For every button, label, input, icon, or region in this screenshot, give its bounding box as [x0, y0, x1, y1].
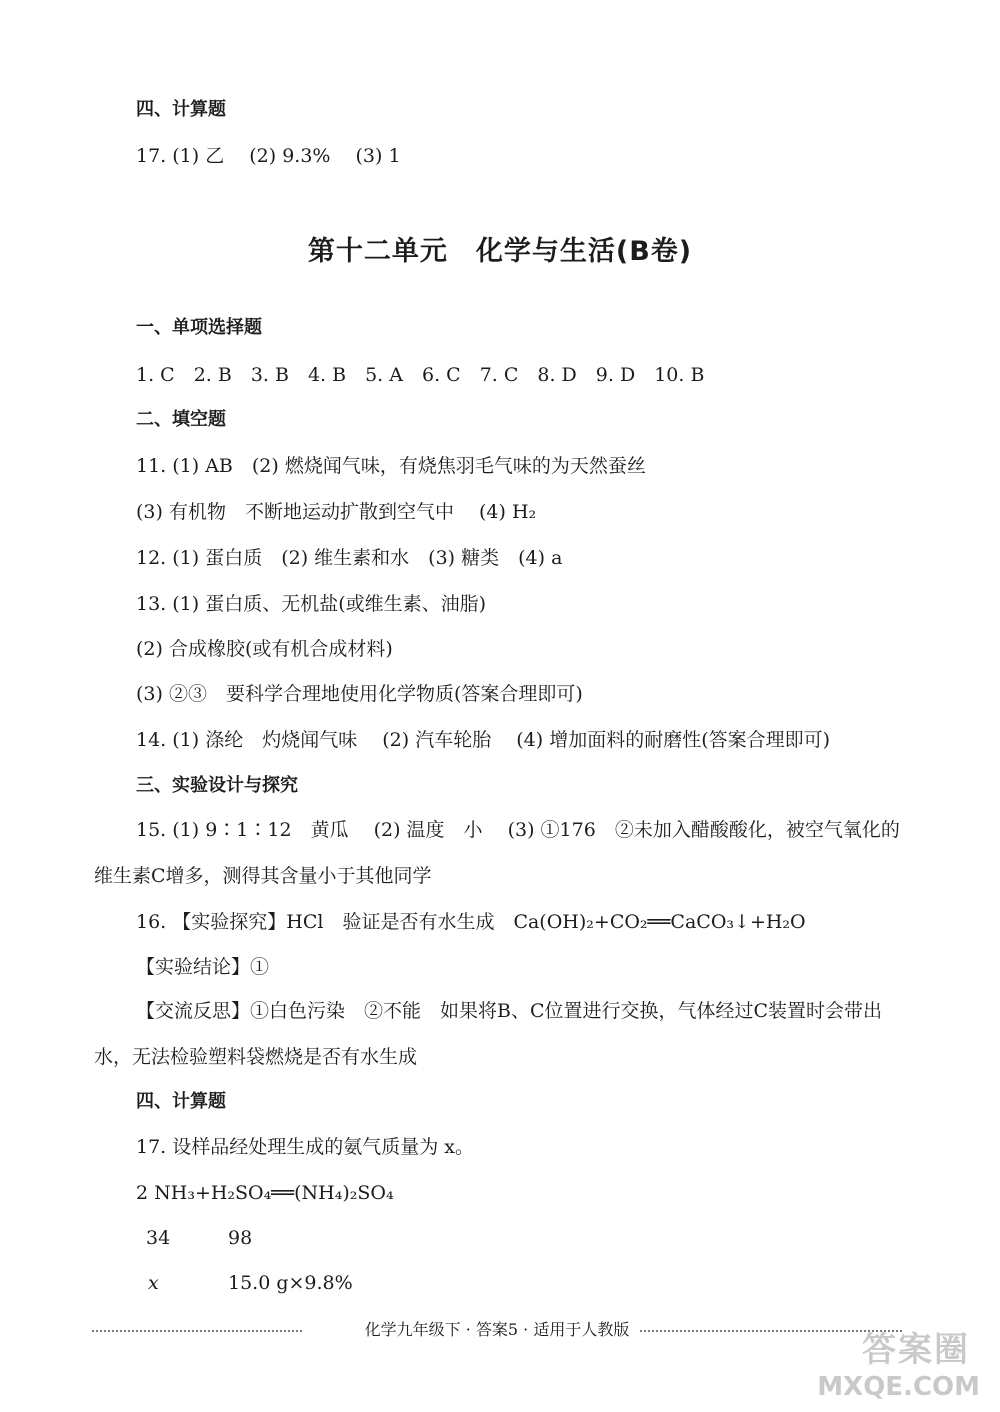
answer-13-line2: (2) 合成橡胶(或有机合成材料) [136, 638, 393, 660]
watermark-logo [790, 1322, 980, 1402]
answer-17-equation: 2 NH₃+H₂SO₄══(NH₄)₂SO₄ [136, 1182, 394, 1204]
answer-17-var: x [148, 1272, 159, 1294]
answer-17-molar-2: 98 [228, 1227, 253, 1249]
unit-title: 第十二单元 化学与生活(B卷) [307, 236, 693, 267]
answer-12: 12. (1) 蛋白质 (2) 维生素和水 (3) 糖类 (4) a [136, 547, 563, 569]
answer-16-line3: 【交流反思】①白色污染 ②不能 如果将B、C位置进行交换，气体经过C装置时会带出水，无法检验塑料袋燃烧是否有水生成 [94, 1000, 883, 1068]
answer-16-line1: 16. 【实验探究】HCl 验证是否有水生成 Ca(OH)₂+CO₂══CaCO₃↓+H₂O [136, 911, 806, 933]
watermark-top-text: 答案圈 [862, 1330, 970, 1370]
answer-13-line3: (3) ②③ 要科学合理地使用化学物质(答案合理即可) [136, 683, 583, 705]
section-heading-calc-top: 四、计算题 [136, 99, 226, 120]
watermark-bottom-text: MXQE.COM [817, 1372, 980, 1402]
answer-16-line2: 【实验结论】① [136, 956, 270, 978]
answer-17-value: 15.0 g×9.8% [228, 1272, 353, 1294]
section-heading-fill: 二、填空题 [136, 409, 226, 430]
answer-11-line1: 11. (1) AB (2) 燃烧闻气味，有烧焦羽毛气味的为天然蚕丝 [136, 455, 646, 477]
answer-14: 14. (1) 涤纶 灼烧闻气味 (2) 汽车轮胎 (4) 增加面料的耐磨性(答案合理即可) [136, 729, 831, 751]
section-heading-choice: 一、单项选择题 [136, 317, 262, 338]
answer-17-molar-1: 34 [146, 1227, 171, 1249]
section-heading-experiment: 三、实验设计与探究 [136, 775, 298, 796]
answer-11-line2: (3) 有机物 不断地运动扩散到空气中 (4) H₂ [136, 501, 537, 523]
section-heading-calc: 四、计算题 [136, 1091, 226, 1112]
answer-17-top: 17. (1) 乙 (2) 9.3% (3) 1 [136, 145, 401, 167]
answer-13-line1: 13. (1) 蛋白质、无机盐(或维生素、油脂) [136, 593, 487, 615]
answer-17-setup: 17. 设样品经处理生成的氨气质量为 x。 [136, 1136, 475, 1158]
page-footer [92, 1318, 902, 1342]
footer-text: 化学九年级下 · 答案5 · 适用于人教版 [357, 1320, 638, 1339]
answer-choices: 1. C 2. B 3. B 4. B 5. A 6. C 7. C 8. D 9. D 10. B [136, 364, 705, 386]
answer-15: 15. (1) 9∶1∶12 黄瓜 (2) 温度 小 (3) ①176 ②未加入醋酸酸化，被空气氧化的维生素C增多，测得其含量小于其他同学 [94, 819, 900, 887]
